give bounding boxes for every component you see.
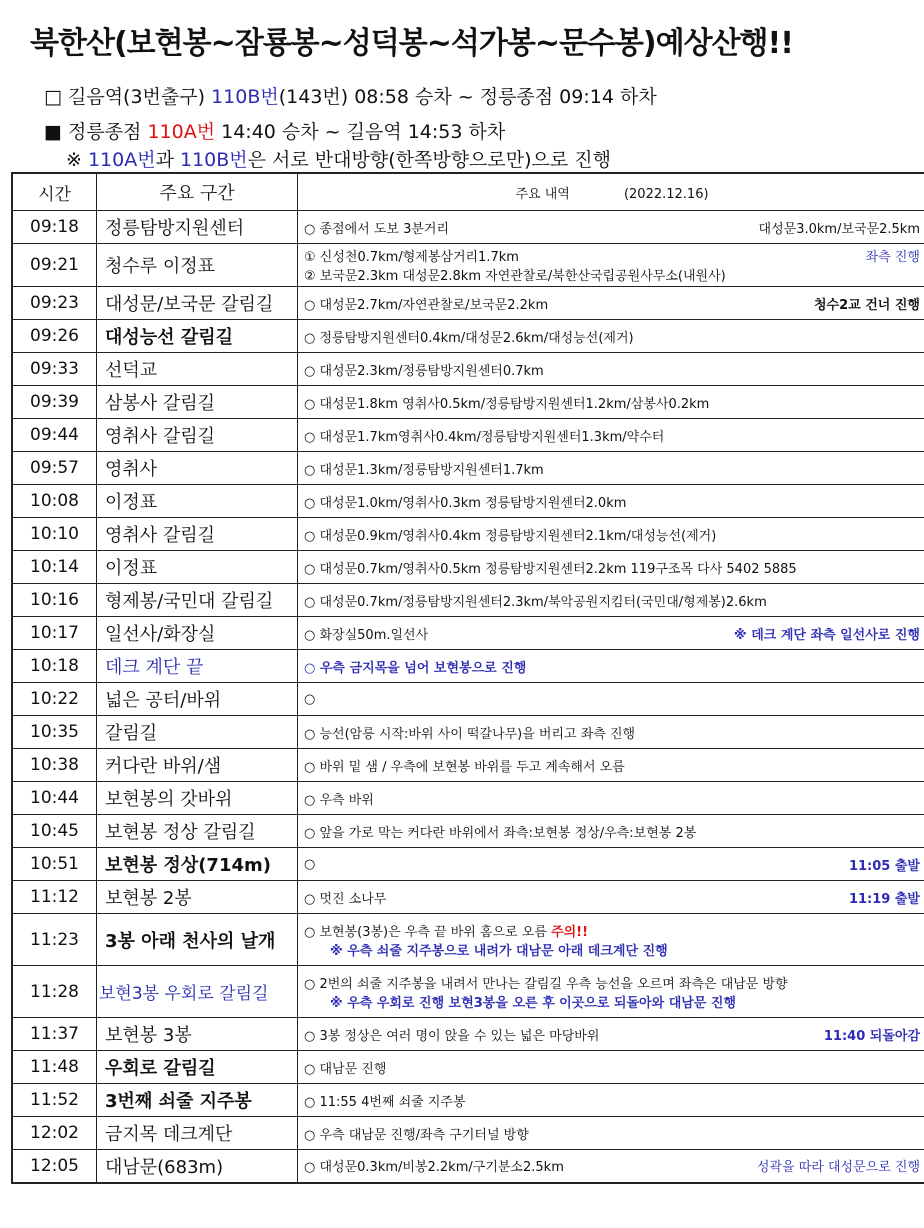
detail-main: ○ 대성문1.0km/영취사0.3km 정릉탐방지원센터2.0km <box>304 495 627 511</box>
row-section: 우회로 갈림길 <box>97 1051 298 1084</box>
row-section: 갈림길 <box>97 716 298 749</box>
row-time: 09:23 <box>12 287 97 320</box>
row-detail <box>298 518 924 551</box>
detail-text <box>304 888 386 907</box>
table-row <box>12 320 924 353</box>
row-detail <box>298 1117 924 1150</box>
row-time: 11:52 <box>12 1084 97 1117</box>
detail-text <box>304 360 544 379</box>
detail-main: ○ 대성문0.7km/정릉탐방지원센터2.3km/북악공원지킴터(국민대/형제봉)2.6km <box>304 594 767 610</box>
row-detail <box>298 584 924 617</box>
table-row <box>12 211 924 244</box>
header-detail: 주요 내역 (2022.12.16) <box>298 173 924 211</box>
row-detail <box>298 419 924 452</box>
header-time: 시간 <box>12 173 97 211</box>
table-row <box>12 353 924 386</box>
detail-main: ○ 11:55 4번째 쇠줄 지주봉 <box>304 1094 466 1110</box>
row-detail <box>298 716 924 749</box>
row-detail <box>298 1051 924 1084</box>
detail-main: ○ 대성문1.3km/정릉탐방지원센터1.7km <box>304 462 544 478</box>
detail-second-line: ※ 우측 쇠줄 지주봉으로 내려가 대남문 아래 데크계단 진행 <box>330 943 668 959</box>
detail-text <box>304 723 635 742</box>
table-row <box>12 1084 924 1117</box>
detail-main: ○ 3봉 정상은 여러 명이 앉을 수 있는 넓은 마당바위 <box>304 1028 600 1044</box>
row-time: 09:39 <box>12 386 97 419</box>
detail-text <box>304 789 374 808</box>
row-detail <box>298 1150 924 1183</box>
row-section: 보현봉 3봉 <box>97 1018 298 1051</box>
row-detail <box>298 881 924 914</box>
row-time: 12:05 <box>12 1150 97 1183</box>
detail-second-line: ② 보국문2.3km 대성문2.8km 자연관찰로/북한산국립공원사무소(내원사) <box>304 269 726 284</box>
table-row <box>12 617 924 650</box>
table-row <box>12 419 924 452</box>
row-detail <box>298 287 924 320</box>
row-section: 이정표 <box>97 551 298 584</box>
table-row <box>12 815 924 848</box>
detail-text <box>304 1124 529 1143</box>
row-section: 보현봉 정상 갈림길 <box>97 815 298 848</box>
row-time: 09:18 <box>12 211 97 244</box>
row-time: 10:16 <box>12 584 97 617</box>
row-detail <box>298 386 924 419</box>
row-time: 10:51 <box>12 848 97 881</box>
row-detail <box>298 485 924 518</box>
table-header-row <box>12 173 924 211</box>
detail-text <box>304 459 544 478</box>
detail-text <box>304 327 634 346</box>
warning-label: 주의!! <box>551 924 589 940</box>
detail-right-note: 좌측 진행 <box>865 250 920 265</box>
row-time: 09:57 <box>12 452 97 485</box>
detail-text <box>304 973 788 992</box>
detail-main: ○ 바위 밑 샘 / 우측에 보현봉 바위를 두고 계속해서 오름 <box>304 759 625 775</box>
row-time: 09:33 <box>12 353 97 386</box>
row-time: 10:14 <box>12 551 97 584</box>
row-section: 정릉탐방지원센터 <box>97 211 298 244</box>
schedule-table <box>11 172 924 1184</box>
detail-main: ○ 보현봉(3봉)은 우측 끝 바위 홈으로 오름 <box>304 924 552 940</box>
row-detail <box>298 211 924 244</box>
detail-right-note: 11:19 출발 <box>848 891 920 907</box>
row-section: 보현봉 2봉 <box>97 881 298 914</box>
detail-right-note: 11:05 출발 <box>848 858 920 874</box>
detail-main: ○ 대성문0.9km/영취사0.4km 정릉탐방지원센터2.1km/대성능선(제거) <box>304 528 717 544</box>
table-body <box>12 211 924 1183</box>
table-row <box>12 551 924 584</box>
detail-main: ○ 정릉탐방지원센터0.4km/대성문2.6km/대성능선(제거) <box>304 330 634 346</box>
row-time: 10:45 <box>12 815 97 848</box>
row-section: 대성문/보국문 갈림길 <box>97 287 298 320</box>
detail-right-note: 11:40 되돌아감 <box>823 1028 920 1044</box>
row-section: 데크 계단 끝 <box>97 650 298 683</box>
row-detail <box>298 749 924 782</box>
table-row <box>12 1018 924 1051</box>
row-detail <box>298 966 924 1018</box>
detail-main: ○ 대성문1.8km 영취사0.5km/정릉탐방지원센터1.2km/삼봉사0.2km <box>304 396 710 412</box>
table-row <box>12 1051 924 1084</box>
header-section: 주요 구간 <box>97 173 298 211</box>
row-detail <box>298 1018 924 1051</box>
detail-main: ○ 대성문0.3km/비봉2.2km/구기분소2.5km <box>304 1160 564 1176</box>
detail-text <box>304 1091 466 1110</box>
detail-text <box>304 393 709 412</box>
row-time: 10:10 <box>12 518 97 551</box>
row-section: 커다란 바위/샘 <box>97 749 298 782</box>
row-section: 대성능선 갈림길 <box>97 320 298 353</box>
detail-right-note: 청수2교 건너 진행 <box>813 297 920 313</box>
table-row <box>12 914 924 966</box>
table-row <box>12 966 924 1018</box>
detail-text <box>304 218 449 237</box>
row-time: 09:44 <box>12 419 97 452</box>
detail-second-line: ※ 우측 우회로 진행 보현3봉을 오른 후 이곳으로 되돌아와 대남문 진행 <box>330 995 737 1011</box>
detail-main: ○ 우측 금지목을 넘어 보현봉으로 진행 <box>304 660 527 676</box>
detail-text <box>304 1058 386 1077</box>
detail-main: ○ <box>304 691 316 707</box>
row-section: 이정표 <box>97 485 298 518</box>
row-detail <box>298 815 924 848</box>
table-row <box>12 1150 924 1183</box>
bus-info-note: ※ 110A번과 110B번은 서로 반대방향(한쪽방향으로만)으로 진행 <box>66 149 611 171</box>
table-row <box>12 749 924 782</box>
table-row <box>12 386 924 419</box>
row-section: 넓은 공터/바위 <box>97 683 298 716</box>
row-time: 10:35 <box>12 716 97 749</box>
row-detail <box>298 452 924 485</box>
table-row <box>12 683 924 716</box>
row-time: 10:22 <box>12 683 97 716</box>
row-time: 09:21 <box>12 244 97 287</box>
bus-info-line-1: □ 길음역(3번출구) 110B번(143번) 08:58 승차 ~ 정릉종점 09:14 하차 <box>44 86 657 108</box>
row-detail <box>298 617 924 650</box>
table-row <box>12 782 924 815</box>
row-section: 영취사 갈림길 <box>97 518 298 551</box>
row-time: 11:37 <box>12 1018 97 1051</box>
detail-right-note: ※ 데크 계단 좌측 일선사로 진행 <box>734 627 920 643</box>
detail-text <box>304 294 548 313</box>
detail-main: ○ 대남문 진행 <box>304 1061 387 1077</box>
detail-text <box>304 558 797 577</box>
row-section: 삼봉사 갈림길 <box>97 386 298 419</box>
detail-text <box>304 657 526 676</box>
row-section: 보현봉 정상(714m) <box>97 848 298 881</box>
row-section: 청수루 이정표 <box>97 244 298 287</box>
row-detail <box>298 782 924 815</box>
row-time: 10:17 <box>12 617 97 650</box>
detail-text <box>304 1025 599 1044</box>
detail-main: ○ <box>304 856 316 872</box>
detail-text <box>304 756 625 775</box>
detail-main: ○ 대성문1.7km영취사0.4km/정릉탐방지원센터1.3km/약수터 <box>304 429 665 445</box>
row-section: 대남문(683m) <box>97 1150 298 1183</box>
row-detail <box>298 244 924 287</box>
row-section: 보현3봉 우회로 갈림길 <box>97 966 298 1018</box>
detail-text <box>304 492 626 511</box>
detail-text <box>304 624 428 643</box>
table-row <box>12 584 924 617</box>
row-detail <box>298 650 924 683</box>
row-time: 11:23 <box>12 914 97 966</box>
row-section: 일선사/화장실 <box>97 617 298 650</box>
row-section: 3봉 아래 천사의 날개 <box>97 914 298 966</box>
table-row <box>12 485 924 518</box>
table-row <box>12 881 924 914</box>
row-detail <box>298 848 924 881</box>
row-time: 11:28 <box>12 966 97 1018</box>
detail-right-note: 성곽을 따라 대성문으로 진행 <box>756 1160 920 1176</box>
row-time: 11:12 <box>12 881 97 914</box>
detail-text <box>304 246 519 265</box>
detail-main: ○ 능선(암릉 시작:바위 사이 떡갈나무)을 버리고 좌측 진행 <box>304 726 636 742</box>
detail-text <box>304 591 767 610</box>
row-section: 선덕교 <box>97 353 298 386</box>
detail-main: ○ 종점에서 도보 3분거리 <box>304 221 450 237</box>
row-section: 3번째 쇠줄 지주봉 <box>97 1084 298 1117</box>
table-row <box>12 518 924 551</box>
detail-main: ○ 멋진 소나무 <box>304 891 387 907</box>
detail-main: ○ 화장실50m.일선사 <box>304 627 429 643</box>
detail-text <box>304 426 664 445</box>
detail-text <box>304 921 588 940</box>
row-detail <box>298 320 924 353</box>
detail-main: ○ 대성문2.3km/정릉탐방지원센터0.7km <box>304 363 544 379</box>
row-time: 10:08 <box>12 485 97 518</box>
detail-main: ○ 대성문0.7km/영취사0.5km 정릉탐방지원센터2.2km 119구조목 다사 5402 5885 <box>304 561 797 577</box>
row-detail <box>298 1084 924 1117</box>
row-detail <box>298 683 924 716</box>
table-row <box>12 650 924 683</box>
detail-main: ○ 앞을 가로 막는 커다란 바위에서 좌측:보현봉 정상/우측:보현봉 2봉 <box>304 825 697 841</box>
row-detail <box>298 914 924 966</box>
detail-text <box>304 857 315 872</box>
row-detail <box>298 551 924 584</box>
row-section: 형제봉/국민대 갈림길 <box>97 584 298 617</box>
detail-main: ○ 우측 바위 <box>304 792 374 808</box>
table-row <box>12 716 924 749</box>
bus-info-line-2: ■ 정릉종점 110A번 14:40 승차 ~ 길음역 14:53 하차 <box>44 121 506 143</box>
table-row <box>12 848 924 881</box>
table-row <box>12 287 924 320</box>
detail-text <box>304 525 716 544</box>
page-title: 북한산(보현봉~잠룡봉~성덕봉~석가봉~문수봉)예상산행!! <box>30 26 793 61</box>
row-section: 보현봉의 갓바위 <box>97 782 298 815</box>
table-row <box>12 452 924 485</box>
row-time: 10:18 <box>12 650 97 683</box>
table-row <box>12 1117 924 1150</box>
detail-main: ○ 대성문2.7km/자연관찰로/보국문2.2km <box>304 297 549 313</box>
detail-main: ① 신성천0.7km/형제봉삼거리1.7km <box>304 250 519 265</box>
row-time: 09:26 <box>12 320 97 353</box>
detail-main: ○ 우측 대남문 진행/좌측 구기터널 방향 <box>304 1127 529 1143</box>
row-detail <box>298 353 924 386</box>
table-row <box>12 244 924 287</box>
row-time: 10:44 <box>12 782 97 815</box>
row-section: 영취사 <box>97 452 298 485</box>
row-section: 금지목 데크계단 <box>97 1117 298 1150</box>
row-section: 영취사 갈림길 <box>97 419 298 452</box>
detail-main: ○ 2번의 쇠줄 지주봉을 내려서 만나는 갈림길 우측 능선을 오르며 좌측은 대남문 방향 <box>304 976 788 992</box>
detail-text <box>304 1156 564 1175</box>
row-time: 10:38 <box>12 749 97 782</box>
detail-text <box>304 692 315 707</box>
row-time: 11:48 <box>12 1051 97 1084</box>
row-time: 12:02 <box>12 1117 97 1150</box>
detail-text <box>304 822 696 841</box>
detail-right-note: 대성문3.0km/보국문2.5km <box>758 221 920 237</box>
